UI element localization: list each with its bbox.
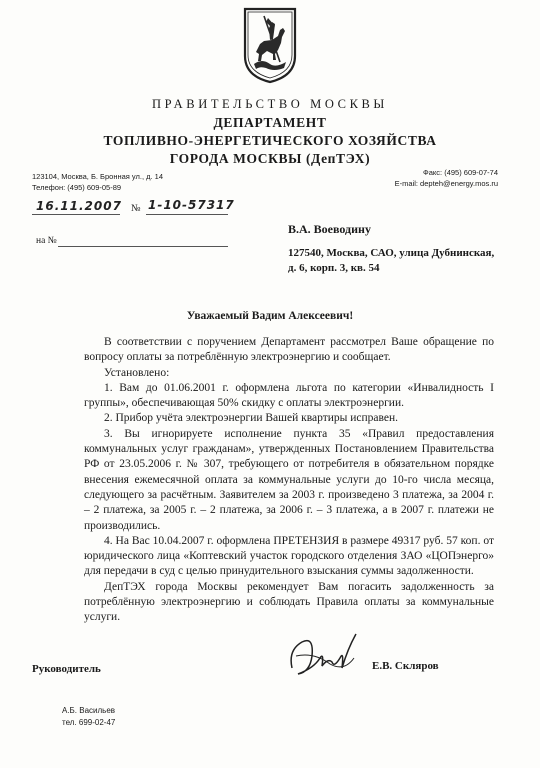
- department-fax: Факс: (495) 609-07-74: [423, 168, 498, 177]
- executor-name: А.Б. Васильев: [62, 706, 116, 715]
- recipient-address-line2: д. 6, корп. 3, кв. 54: [288, 262, 380, 274]
- body-paragraph-point4: 4. На Вас 10.04.2007 г. оформлена ПРЕТЕНЗИЯ в размере 49317 руб. 57 коп. от юридического лица «Коптевский участок городского отделения ЗАО «ЦОПэнерго» для передачи в суд с целью принудительного взыскания суммы задолженности.: [84, 534, 494, 578]
- recipient-address-line1: 127540, Москва, САО, улица Дубнинская,: [288, 247, 495, 259]
- department-phone: Телефон: (495) 609-05-89: [32, 183, 122, 192]
- date-underline: [32, 214, 120, 215]
- body-paragraph-point2: 2. Прибор учёта электроэнергии Вашей квартиры исправен.: [104, 412, 399, 425]
- letter-body: [84, 335, 494, 626]
- number-underline: [146, 214, 228, 215]
- reply-to-label: на №: [36, 236, 57, 246]
- body-paragraph-recommendation: ДепТЭХ города Москвы рекомендует Вам погасить задолженность за потреблённую электроэнергию и соблюдать Правила оплаты за коммунальные услуги.: [84, 580, 494, 624]
- department-title-line1: ДЕПАРТАМЕНТ: [213, 115, 327, 130]
- department-title-line2: ТОПЛИВНО-ЭНЕРГЕТИЧЕСКОГО ХОЗЯЙСТВА: [103, 133, 437, 148]
- body-paragraph-intro: В соответствии с поручением Департамент рассмотрел Ваше обращение по вопросу оплаты за потреблённую электроэнергию и сообщает.: [84, 336, 494, 364]
- recipient-name: В.А. Воеводину: [288, 222, 371, 236]
- body-paragraph-point1: 1. Вам до 01.06.2001 г. оформлена льгота по категории «Инвалидность I группы», обеспечивающая 50% скидку с оплаты электроэнергии.: [84, 381, 494, 410]
- handwritten-signature: [284, 628, 364, 690]
- reply-to-underline: [58, 246, 228, 247]
- moscow-coat-of-arms-emblem: [242, 6, 298, 84]
- greeting: Уважаемый Вадим Алексеевич!: [186, 310, 354, 322]
- body-paragraph-point3: 3. Вы игнорируете исполнение пункта 35 «Правил предоставления коммунальных услуг гражданам», утвержденных Постановлением Правительства РФ от 23.05.2006 г. № 307, требующего от потребителя в обязательном порядке внесения ежемесячной оплата за коммунальные услуги до 10-го числа месяца, следующего за расчётным. Заявителем за 2003 г. произведено 3 платежа, за 2004 г. – 2 платежа, за 2005 г. – 2 платежа, за 2006 г. – 3 платежа, а в 2007 г. платежи не производились.: [84, 427, 494, 532]
- department-address: 123104, Москва, Б. Бронная ул., д. 14: [32, 172, 164, 181]
- executor-phone: тел. 699-02-47: [62, 718, 116, 727]
- government-title: ПРАВИТЕЛЬСТВО МОСКВЫ: [152, 97, 388, 111]
- department-email: E-mail: depteh@energy.mos.ru: [394, 179, 498, 188]
- outgoing-date: 16.11.2007: [36, 199, 122, 213]
- body-paragraph-established: Установлено:: [104, 366, 170, 379]
- outgoing-number: 1-10-57317: [148, 198, 235, 212]
- signatory-name: Е.В. Скляров: [372, 660, 439, 672]
- department-title-line3: ГОРОДА МОСКВЫ (ДепТЭХ): [169, 151, 371, 166]
- signatory-title: Руководитель: [32, 663, 101, 675]
- recipient-block: [288, 222, 528, 276]
- number-prefix: №: [131, 203, 141, 214]
